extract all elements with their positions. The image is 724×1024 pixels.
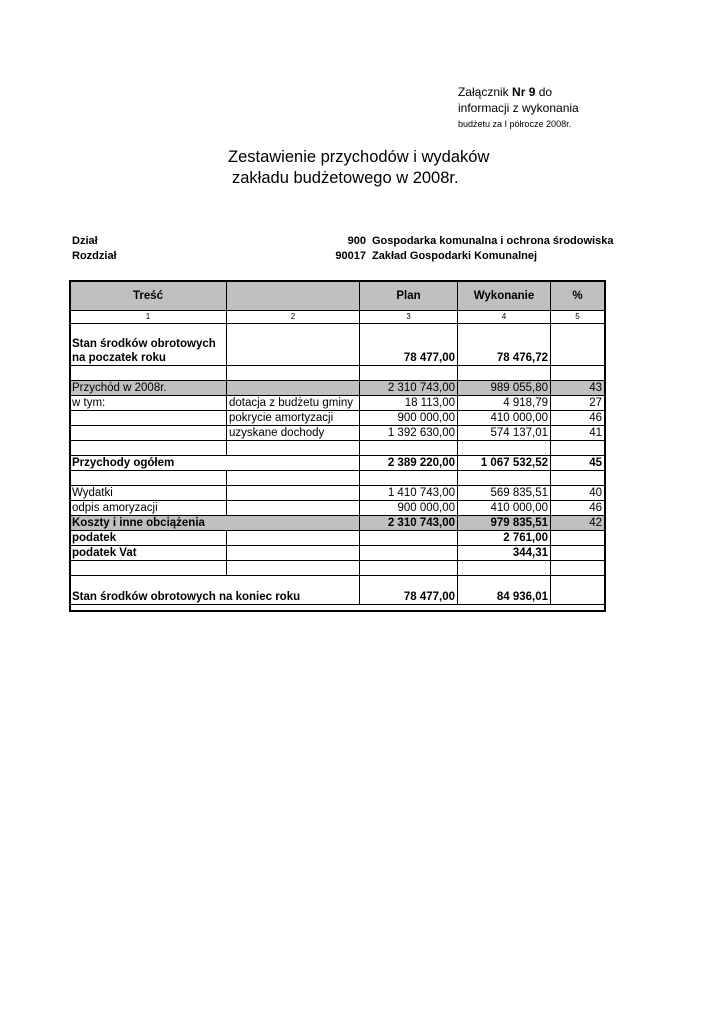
row-plan: 1 392 630,00	[360, 426, 458, 441]
row-label: podatek	[70, 531, 227, 546]
row-percent: 46	[551, 411, 605, 426]
title-line-1: Zestawienie przychodów i wydaków	[228, 148, 490, 166]
table-row-empty	[70, 366, 605, 381]
row-label-line-1: Stan środków obrotowych	[72, 338, 216, 350]
row-sub: dotacja z budżetu gminy	[227, 396, 360, 411]
row-sub	[227, 516, 360, 531]
row-label	[70, 324, 227, 366]
row-sub	[227, 456, 360, 471]
col-num-1: 1	[70, 311, 227, 324]
annex-note	[458, 84, 579, 132]
header-tresc: Treść	[70, 281, 227, 311]
table-row	[70, 501, 605, 516]
column-number-row	[70, 311, 605, 324]
row-wykonanie: 4 918,79	[458, 396, 551, 411]
table-row	[70, 456, 605, 471]
table-row-empty	[70, 471, 605, 486]
table-row	[70, 516, 605, 531]
row-plan: 78 477,00	[360, 324, 458, 366]
table-row	[70, 381, 605, 396]
row-label: podatek Vat	[70, 546, 227, 561]
row-label: Koszty i inne obciążenia	[70, 516, 227, 531]
row-label: Przychód w 2008r.	[70, 381, 227, 396]
row-sub	[227, 486, 360, 501]
dzial-label: Dział	[72, 235, 98, 247]
row-plan: 900 000,00	[360, 501, 458, 516]
row-plan: 18 113,00	[360, 396, 458, 411]
annex-prefix: Załącznik	[458, 85, 513, 99]
row-label: Wydatki	[70, 486, 227, 501]
row-wykonanie: 569 835,51	[458, 486, 551, 501]
row-label	[70, 426, 227, 441]
header-blank	[227, 281, 360, 311]
table-row	[70, 531, 605, 546]
rozdzial-label: Rozdział	[72, 250, 117, 262]
annex-line-2: informacji z wykonania	[458, 101, 579, 115]
header-percent: %	[551, 281, 605, 311]
row-label	[70, 411, 227, 426]
row-plan: 900 000,00	[360, 411, 458, 426]
table-row	[70, 546, 605, 561]
col-num-3: 3	[360, 311, 458, 324]
row-label: odpis amoryzacji	[70, 501, 227, 516]
annex-suffix: do	[535, 85, 553, 99]
row-sub: uzyskane dochody	[227, 426, 360, 441]
annex-line-3: budżetu za I półrocze 2008r.	[458, 119, 572, 129]
rozdzial-code: 90017	[335, 250, 366, 262]
row-percent	[551, 531, 605, 546]
header-plan: Plan	[360, 281, 458, 311]
table-row	[70, 576, 605, 605]
row-wykonanie: 979 835,51	[458, 516, 551, 531]
row-wykonanie: 84 936,01	[458, 576, 551, 605]
title-line-2: zakładu budżetowego w 2008r.	[232, 169, 459, 187]
dzial-code: 900	[347, 235, 366, 247]
row-wykonanie: 344,31	[458, 546, 551, 561]
row-plan	[360, 531, 458, 546]
row-plan: 2 389 220,00	[360, 456, 458, 471]
row-wykonanie: 989 055,80	[458, 381, 551, 396]
table-header-row	[70, 281, 605, 311]
row-wykonanie: 410 000,00	[458, 411, 551, 426]
row-sub	[227, 324, 360, 366]
col-num-2: 2	[227, 311, 360, 324]
table-row	[70, 411, 605, 426]
row-plan: 1 410 743,00	[360, 486, 458, 501]
row-percent	[551, 576, 605, 605]
row-percent: 27	[551, 396, 605, 411]
row-label: w tym:	[70, 396, 227, 411]
row-sub	[227, 531, 360, 546]
row-sub	[227, 546, 360, 561]
row-plan: 2 310 743,00	[360, 516, 458, 531]
row-percent: 42	[551, 516, 605, 531]
row-wykonanie: 410 000,00	[458, 501, 551, 516]
table-row	[70, 324, 605, 366]
row-percent	[551, 324, 605, 366]
row-label: Przychody ogółem	[70, 456, 227, 471]
dzial-description: Gospodarka komunalna i ochrona środowiska	[372, 235, 614, 247]
row-wykonanie: 78 476,72	[458, 324, 551, 366]
rozdzial-description: Zakład Gospodarki Komunalnej	[372, 250, 538, 262]
annex-number: Nr 9	[512, 85, 536, 99]
row-percent	[551, 546, 605, 561]
row-wykonanie: 1 067 532,52	[458, 456, 551, 471]
annex-line-1	[458, 84, 579, 100]
table-row-empty	[70, 441, 605, 456]
document-title	[228, 147, 489, 189]
row-plan	[360, 546, 458, 561]
row-percent: 43	[551, 381, 605, 396]
table-row-empty	[70, 561, 605, 576]
table-row	[70, 426, 605, 441]
row-wykonanie: 574 137,01	[458, 426, 551, 441]
table-row	[70, 396, 605, 411]
row-plan: 78 477,00	[360, 576, 458, 605]
row-label: Stan środków obrotowych na koniec roku	[70, 576, 360, 605]
row-plan: 2 310 743,00	[360, 381, 458, 396]
row-percent: 45	[551, 456, 605, 471]
row-sub	[227, 501, 360, 516]
row-percent: 41	[551, 426, 605, 441]
row-percent: 40	[551, 486, 605, 501]
header-wykonanie: Wykonanie	[458, 281, 551, 311]
col-num-5: 5	[551, 311, 605, 324]
row-wykonanie: 2 761,00	[458, 531, 551, 546]
row-label-line-2: na poczatek roku	[72, 352, 166, 364]
table-row	[70, 486, 605, 501]
financial-table	[69, 280, 604, 610]
col-num-4: 4	[458, 311, 551, 324]
row-sub	[227, 381, 360, 396]
row-percent: 46	[551, 501, 605, 516]
row-sub: pokrycie amortyzacji	[227, 411, 360, 426]
